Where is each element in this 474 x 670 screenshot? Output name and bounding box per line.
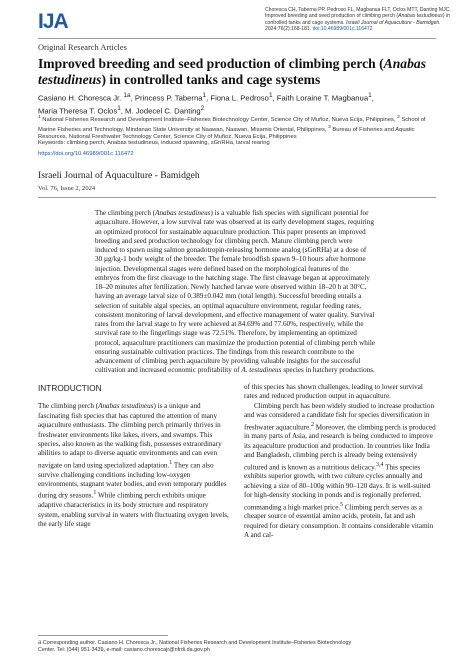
citation-line	[265, 26, 465, 32]
author-affil-sup: 1a	[123, 92, 131, 99]
body-span: While climbing perch exhibits unique adaptive characteristics in its body structure and respiratory system, enabling survival in waters with fluctuating oxygen levels, the early life stage	[38, 491, 229, 529]
footnote-divider	[38, 635, 168, 636]
reference-sup[interactable]: 5	[340, 501, 344, 508]
journal-name: Israeli Journal of Aquaculture - Bamidgeh	[38, 170, 200, 181]
section-heading: INTRODUCTION	[38, 383, 102, 393]
abstract-span: ) is a valuable fish species with significant potential for aquaculture. However, a low survival rate was observed at its early development stages, requiring an optimized protocol for sustainable aquaculture production. This paper presents an improved breeding and seed production technology for climbing perch. Mature climbing perch were induced to spawn using salmon gonadotropin-releasing hormone analog (sGnRHa) at a dose of 30 µg/kg-1 body weight of the breeder. The female broodfish spawn 9–10 hours after hormone injection. Developmental stages were defined based on the morphological features of the embryos from the first cleavage to the hatching stage. The first cleavage began at approximately 18–20 minutes after fertilization. Newly hatched larvae were observed within 18–20 h at 30°C, having an average larval size of 0.389±0.042 mm (total length). Successful breeding entails a selection of suitable algal species, an optimal aquaculture environment, regular feeding rates, consistent monitoring of larval development, and effective management of water quality. Survival rates from the larval stage to fry were achieved at 84.69% and 77.60%, respectively, while the survival rate to the fingerlings stage was 72.51%. Therefore, by implementing an optimized protocol, aquaculture practitioners can maximize the production potential of climbing perch while ensuring sustainable cultivation practices. The findings from this research contribute to the advancement of climbing perch aquaculture by providing valuable insights for the successful cultivation and increased economic profitability of	[95, 209, 375, 375]
reference-sup[interactable]: 1	[93, 490, 97, 497]
affil-sup: 3	[328, 125, 331, 131]
author-list	[38, 91, 438, 117]
body-paragraph: of this species has shown challenges, leading to lower survival rates and reduced production output in aquaculture.	[244, 383, 423, 401]
body-paragraph	[38, 402, 230, 529]
author-name: Casiano H. Choresca Jr.	[38, 93, 124, 103]
footnote-marker: a	[38, 640, 42, 646]
keywords: Keywords: climbing perch, Anabas testudineus, induced spawning, sGnRHa, larval rearing	[38, 140, 270, 146]
body-column-right	[244, 383, 436, 541]
author-name: Maria Theresa T. Oclos	[38, 106, 118, 116]
abstract-text	[95, 209, 375, 376]
affil-text: National Fisheries Research and Development Institute–Fisheries Biotechnology Center, Science City of Muñoz, Nueva Ecija, Philippines,	[40, 116, 398, 123]
affiliations	[38, 114, 438, 142]
body-paragraph	[244, 402, 436, 541]
body-span: The climbing perch (	[38, 402, 99, 411]
body-species: Anabas testudineus	[98, 402, 154, 411]
citation-doi-link[interactable]: doi:10.46989/001c.116472	[312, 26, 373, 33]
citation-text: 2024;76(2):168-181.	[265, 26, 313, 33]
author-name: , Princess P. Taberna	[130, 93, 203, 103]
abstract	[95, 209, 375, 376]
abstract-span: species in hatchery productions.	[281, 366, 375, 375]
citation-line: Choresca CH, Taberna PP, Pedroso FL, Magbanua FLT, Oclos MTT, Danting MJC.	[265, 7, 451, 13]
affil-text: School of Marine Fisheries and Technology, Mindanao State University at Naawan, Naawan, Misamis Oriental, Philippines,	[38, 116, 426, 134]
body-span: This species exhibits superior growth, with two culture cycles annually and achieving a size of 80–100g within 90–120 days. It is well-suited for high-density stocking in ponds and is regionally preferred, commanding a high market price.	[244, 463, 431, 511]
title-text: Improved breeding and seed production of climbing perch (	[38, 56, 384, 71]
article-title	[38, 56, 436, 87]
abstract-species: A. testudineus	[241, 366, 282, 375]
body-span: They can also survive challenging conditions including low-oxygen environments, stagnant water bodies, and even temporary puddles during dry seasons.	[38, 461, 227, 500]
author-affil-sup: 1	[268, 92, 273, 99]
body-span: Climbing perch serves as a cheaper source of essential amino acids, protein, fat and ash required for dietary consumption. It contains considerable vitamin A and cal-	[244, 503, 434, 540]
author-affil-sup: 1	[368, 92, 372, 99]
body-span: ) is a unique and fascinating fish species that has captured the attention of many aquaculture enthusiasts. The climbing perch primarily thrives in freshwater environments like lakes, rivers, and swamps. This species, also known as the walking fish, possesses extraordinary abilities to adapt to diverse aquatic environments and can even navigate on land using specialized adaptation.	[38, 402, 222, 470]
title-text: ) in controlled tanks and cage systems	[101, 71, 321, 87]
footnote-text: Center. Tel: (044) 951-3439, e-mail: casiano.chorescajr@nfrdi.da.gov.ph	[38, 647, 210, 654]
author-affil-sup: 1	[117, 104, 121, 112]
citation-journal: Israeli Journal of Aquaculture - Bamidgeh.	[345, 19, 441, 26]
citation-text: controlled tanks and cage systems.	[265, 19, 346, 26]
metadata-divider	[38, 197, 436, 198]
body-span: Moreover, the climbing perch is produced in many parts of Asia, and research is being conducted to improve its aquaculture production and production. In countries like India and Bangladesh, climbing perch is already being extensively cultured and is known as a nutritious delicacy.	[244, 423, 436, 471]
reference-sup[interactable]: 3,4	[376, 461, 384, 468]
reference-sup[interactable]: 2	[311, 421, 314, 428]
reference-sup[interactable]: 1	[169, 459, 173, 466]
author-name: , Fiona L. Pedroso	[206, 93, 269, 103]
affil-text: Bureau of Fisheries and Aquatic Resources, National Freshwater Technology Center, Science City of Muñoz, Nueva Ecija, Philippines	[38, 127, 415, 141]
section-label: Original Research Articles	[38, 43, 127, 52]
author-sep: ,	[371, 93, 374, 103]
header-divider	[38, 38, 436, 39]
citation-block	[265, 7, 465, 33]
footnote-text: Corresponding author. Casiano H. Choresca Jr., National Fisheries Research and Development Institute–Fisheries Biotechnology	[42, 640, 352, 646]
abstract-species: Anabas testudineus	[155, 209, 211, 217]
footnote	[38, 640, 438, 655]
doi-link[interactable]: https://doi.org/10.46989/001c.116472	[38, 151, 134, 157]
author-affil-sup: 1	[202, 92, 207, 99]
abstract-span: The climbing perch (	[95, 209, 156, 217]
title-species: Anabas testudineus	[38, 56, 426, 87]
author-name: , Faith Loraine T. Magbanua	[272, 93, 369, 103]
volume-issue: Vol. 76, Issue 2, 2024	[38, 185, 96, 192]
affil-sup: 2	[397, 115, 400, 120]
journal-logo: IJA	[38, 10, 68, 33]
affil-sup: 1	[38, 115, 41, 120]
citation-text: Improved breeding and seed production of climbing perch (	[265, 13, 399, 20]
body-column-left	[38, 383, 230, 529]
body-span: Climbing perch has been widely studied to increase production and was considered a candidate fish for species diversification in freshwater aquaculture.	[244, 401, 435, 431]
citation-species: Anabas testudineus	[398, 13, 443, 20]
author-name: , M. Jodecel C. Danting	[120, 106, 201, 116]
author-affil-sup: 2	[200, 104, 205, 112]
citation-text: ) in	[442, 13, 450, 20]
